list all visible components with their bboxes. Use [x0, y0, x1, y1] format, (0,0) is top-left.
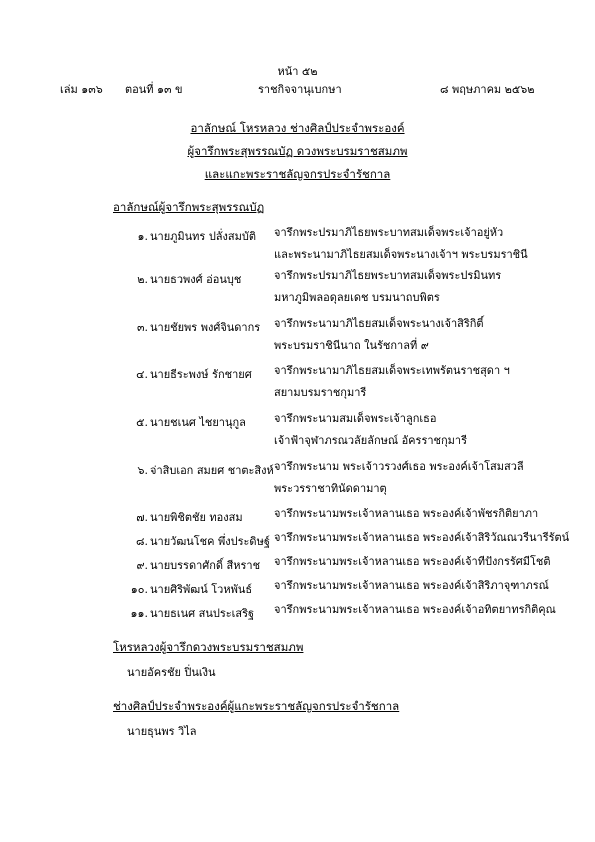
section-heading-scribes: อาลักษณ์ผู้จารึกพระสุพรรณบัฏ	[113, 200, 265, 214]
person-name: นายธเนศ สนประเสริฐ	[150, 607, 255, 620]
person-name: จ่าสิบเอก สมยศ ชาตะสิงห์	[150, 464, 274, 477]
item-number: ๔.	[136, 368, 148, 381]
item-number: ๙.	[136, 559, 148, 572]
role-description: จารึกพระปรมาภิไธยพระบาทสมเด็จพระปรมินทร มหาภูมิพลอดุลยเดช บรมนาถบพิตร	[274, 269, 502, 304]
role-description: จารึกพระนามพระเจ้าหลานเธอ พระองค์เจ้าอทิตยาทรกิติคุณ	[274, 603, 556, 616]
person-name: นายบรรดาศักดิ์ สีหราช	[150, 559, 261, 572]
role-description: จารึกพระนามพระเจ้าหลานเธอ พระองค์เจ้าพัชรกิติยาภา	[274, 507, 539, 520]
gazette-name: ราชกิจจานุเบกษา	[258, 83, 342, 96]
role-description: จารึกพระนามาภิไธยสมเด็จพระเทพรัตนราชสุดา ฯ สยามบรมราชกุมารี	[274, 364, 510, 399]
section-heading-astrologer: โหรหลวงผู้จารึกดวงพระบรมราชสมภพ	[113, 640, 304, 654]
document-title-line2: ผู้จารึกพระสุพรรณบัฏ ดวงพระบรมราชสมภพ	[187, 144, 408, 158]
role-description: จารึกพระนามาภิไธยสมเด็จพระนางเจ้าสิริกิติ์ พระบรมราชินีนาถ ในรัชกาลที่ ๙	[274, 317, 484, 352]
role-description: จารึกพระนามพระเจ้าหลานเธอ พระองค์เจ้าสิริภาจุฑาภรณ์	[274, 579, 549, 592]
astrologer-name: นายอัครชัย ปิ่นเงิน	[127, 666, 216, 679]
item-number: ๘.	[136, 535, 148, 548]
person-name: นายวัฒนโชค พึ่งประดิษฐ์	[150, 535, 270, 548]
role-description: จารึกพระนามพระเจ้าหลานเธอ พระองค์เจ้าทีปังกรรัศมีโชติ	[274, 555, 551, 568]
item-number: ๑๑.	[130, 607, 148, 620]
seal-engraver-name: นายธุนพร วิไล	[127, 725, 197, 738]
person-name: นายธวพงศ์ อ่อนบุช	[150, 273, 242, 286]
item-number: ๗.	[136, 511, 148, 524]
page-number: หน้า ๕๒	[277, 65, 318, 78]
item-number: ๕.	[136, 416, 148, 429]
person-name: นายศิริพัฒน์ โวหพันธ์	[150, 583, 253, 596]
person-name: นายพิชิตชัย ทองสม	[150, 511, 243, 524]
item-number: ๖.	[137, 464, 148, 477]
role-description: จารึกพระนาม พระเจ้าวรวงศ์เธอ พระองค์เจ้าโสมสวลี พระวรราชาทินัดดามาตุ	[274, 460, 524, 495]
section-heading-seal-engraver: ช่างศิลป์ประจำพระองค์ผู้แกะพระราชลัญจกรประจำรัชกาล	[113, 699, 400, 713]
document-title-line3: และแกะพระราชลัญจกรประจำรัชกาล	[204, 167, 391, 181]
item-number: ๑๐.	[130, 583, 148, 596]
item-number: ๑.	[137, 230, 148, 243]
person-name: นายชเนศ ไชยานุกูล	[150, 416, 246, 429]
person-name: นายชัยพร พงศ์จินดากร	[150, 321, 261, 334]
person-name: นายภูมินทร ปลั่งสมบัติ	[150, 230, 257, 243]
person-name: นายธีระพงษ์ รักชายศ	[150, 368, 252, 381]
role-description: จารึกพระปรมาภิไธยพระบาทสมเด็จพระเจ้าอยู่หัว และพระนามาภิไธยสมเด็จพระนางเจ้าฯ พระบรมราชินี	[274, 226, 528, 261]
role-description: จารึกพระนามพระเจ้าหลานเธอ พระองค์เจ้าสิริวัณณวรีนารีรัตน์	[274, 531, 570, 544]
role-description: จารึกพระนามสมเด็จพระเจ้าลูกเธอ เจ้าฟ้าจุฬาภรณวลัยลักษณ์ อัครราชกุมารี	[274, 412, 467, 447]
document-title-line1: อาลักษณ์ โหรหลวง ช่างศิลป์ประจำพระองค์	[190, 121, 405, 135]
item-number: ๒.	[137, 273, 148, 286]
item-number: ๓.	[136, 321, 148, 334]
publication-date: ๘ พฤษภาคม ๒๕๖๒	[440, 83, 535, 96]
volume-label: เล่ม ๑๓๖	[60, 83, 103, 96]
issue-label: ตอนที่ ๑๓ ข	[125, 83, 183, 96]
